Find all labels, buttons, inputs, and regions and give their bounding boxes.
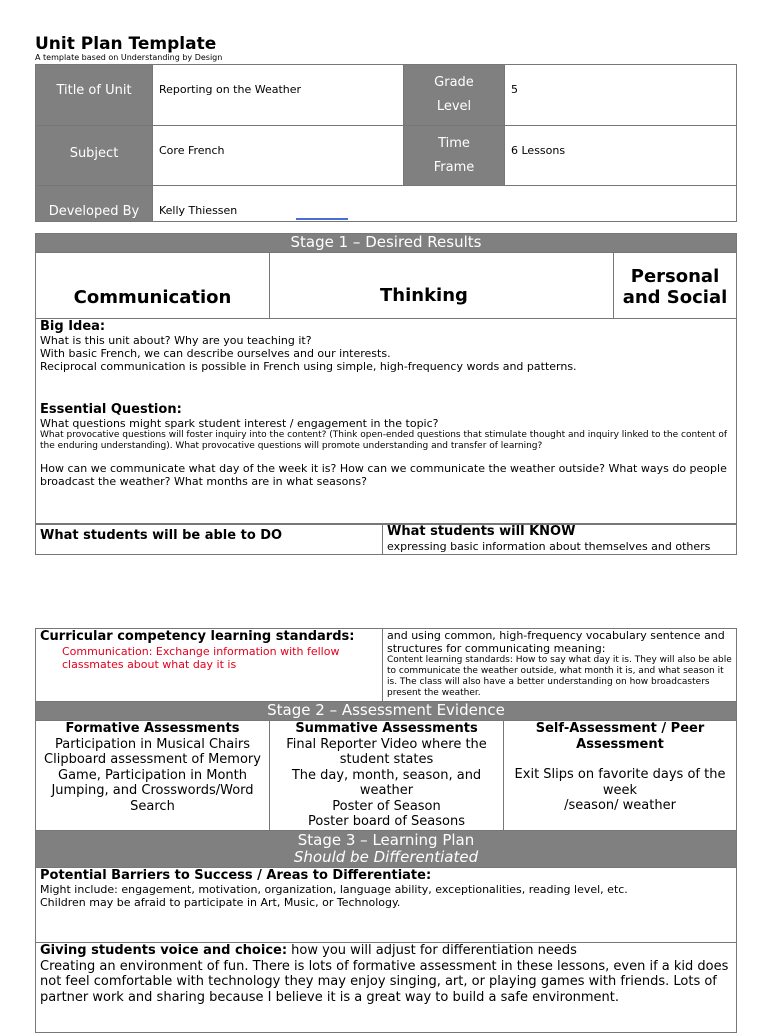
know-cell	[383, 524, 737, 555]
curricular-text: Communication: Exchange information with fellow classmates about what day it is	[62, 645, 340, 671]
summative-cell	[270, 721, 504, 831]
subject-label: Subject	[36, 126, 153, 186]
personal-social-heading: Personal and Social	[614, 253, 737, 319]
big-idea-line: With basic French, we can describe ourselves and our interests.	[40, 347, 391, 360]
stage2-table	[35, 701, 737, 831]
eq-prompt: What questions might spark student interest / engagement in the topic?	[40, 417, 439, 430]
document-title: Unit Plan Template	[35, 34, 217, 54]
grade-label-line2: Level	[436, 99, 472, 114]
developed-by-value: Kelly Thiessen	[153, 186, 737, 222]
summative-label: Summative Assessments	[295, 721, 478, 736]
time-frame-label	[404, 126, 505, 186]
do-know-table	[35, 523, 737, 555]
stage1-table	[35, 233, 737, 525]
big-idea-line: Reciprocal communication is possible in French using simple, high-frequency words and patterns.	[40, 360, 577, 373]
do-label-text: What students will be able to DO	[40, 528, 283, 543]
barriers-line1: Might include: engagement, motivation, organization, language ability, exceptionalities, reading level, etc.	[40, 883, 628, 896]
document-subtitle: A template based on Understanding by Design	[35, 53, 223, 62]
eq-answer: How can we communicate what day of the week it is? How can we communicate the weather outside? What ways do people broadcast the weather? What months are in what seasons?	[40, 462, 727, 488]
barriers-label: Potential Barriers to Success / Areas to Differentiate:	[40, 868, 432, 883]
thinking-heading: Thinking	[270, 253, 614, 319]
big-idea-cell	[36, 319, 737, 525]
content-standards-text: Content learning standards: How to say what day it is. They will also be able to communicate the weather outside, what month it is, and what season it is. The class will also have a better understanding on how broadcasters present the weather.	[387, 655, 732, 698]
eq-guidance: What provocative questions will foster inquiry into the content? (Think open-ended questions that stimulate thought and inquiry linked to the content of the enduring understanding). What provocative questions will promote understanding and transfer of learning?	[40, 430, 728, 451]
curricular-label: Curricular competency learning standards:	[40, 629, 355, 644]
stage3-table	[35, 830, 737, 1033]
stage3-header-cell	[36, 831, 737, 868]
voice-choice-hint: how you will adjust for differentiation needs	[287, 943, 577, 958]
voice-choice-heading	[40, 943, 732, 959]
title-of-unit-label: Title of Unit	[36, 65, 153, 126]
stage3-subheader: Should be Differentiated	[293, 848, 479, 866]
big-idea-label: Big Idea:	[40, 319, 106, 334]
stage1-header: Stage 1 – Desired Results	[36, 234, 737, 253]
stage2-header: Stage 2 – Assessment Evidence	[36, 702, 737, 721]
grade-level-label	[404, 65, 505, 126]
voice-choice-cell	[36, 943, 737, 1033]
subject-value: Core French	[153, 126, 404, 186]
voice-choice-text: Creating an environment of fun. There is lots of formative assessment in these lessons, even if a kid does not feel comfortable with technology they may enjoy singing, art, or playing games with friends. Lots of partner work and sharing because I believe it is a great way to build a safe environment.	[40, 958, 729, 1005]
formative-text: Participation in Musical Chairs Clipboard assessment of Memory Game, Participation in Month Jumping, and Crosswords/Word Search	[44, 736, 261, 814]
barriers-line2: Children may be afraid to participate in Art, Music, or Technology.	[40, 896, 401, 909]
stage3-header: Stage 3 – Learning Plan	[297, 831, 475, 849]
self-assessment-line1: Exit Slips on favorite days of the week	[514, 767, 726, 798]
big-idea-line: What is this unit about? Why are you teaching it?	[40, 334, 312, 347]
unit-info-table	[35, 64, 737, 222]
developed-by-label: Developed By	[36, 186, 153, 222]
voice-choice-label: Giving students voice and choice:	[40, 943, 288, 958]
title-of-unit-value: Reporting on the Weather	[153, 65, 404, 126]
summative-line: Poster of Season	[332, 798, 441, 814]
formative-label: Formative Assessments	[65, 721, 240, 736]
summative-line: Final Reporter Video where the student states	[286, 736, 487, 767]
formative-cell	[36, 721, 270, 831]
curricular-table	[35, 628, 737, 702]
summative-line: The day, month, season, and weather	[291, 767, 482, 798]
content-standards-cell	[383, 629, 737, 702]
time-label-line1: Time	[438, 136, 470, 151]
self-assessment-cell	[504, 721, 737, 831]
summative-line: Poster board of Seasons	[308, 814, 465, 829]
essential-question-label: Essential Question:	[40, 402, 182, 417]
grade-label-line1: Grade	[434, 75, 474, 90]
self-assessment-line2: /season/ weather	[564, 798, 676, 813]
communication-heading: Communication	[36, 253, 270, 319]
time-frame-value: 6 Lessons	[505, 126, 737, 186]
barriers-cell	[36, 868, 737, 943]
grade-level-value: 5	[505, 65, 737, 126]
time-label-line2: Frame	[433, 160, 475, 175]
link-underline	[296, 218, 348, 220]
curricular-cell	[36, 629, 383, 702]
know-label: What students will KNOW	[387, 524, 576, 539]
self-assessment-label: Self-Assessment / Peer Assessment	[535, 721, 705, 752]
content-standards-intro: and using common, high-frequency vocabulary sentence and structures for communicating meaning:	[387, 629, 725, 655]
do-label	[36, 524, 383, 555]
know-text: expressing basic information about themselves and others	[387, 540, 711, 553]
